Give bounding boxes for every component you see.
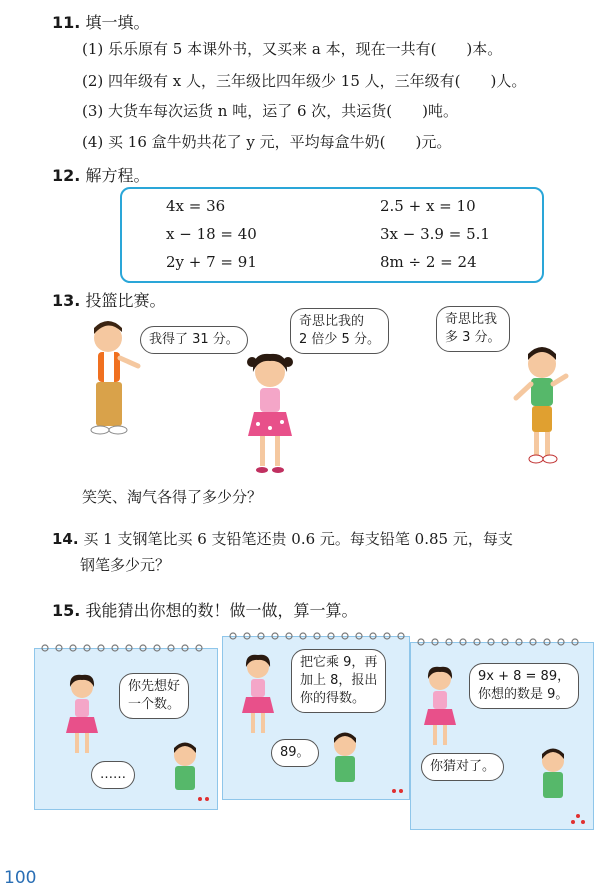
q13-question: 笑笑、淘气各得了多少分？: [82, 488, 263, 506]
girl-xiaoxiao-illustration: [238, 352, 304, 480]
q12-heading: 12. 解方程。: [52, 166, 150, 185]
q11-heading: 11. 填一填。: [52, 13, 150, 32]
panel2-girl-illustration: [233, 653, 283, 737]
bubble-qisi: 奇思比我 多 3 分。: [436, 306, 510, 352]
spiral-binding-1: [35, 643, 217, 653]
panel3-bubble-girl: 9x + 8 = 89， 你想的数是 9。: [469, 663, 579, 709]
page-number: 100: [4, 868, 37, 888]
panel2-bubble-boy: 89。: [271, 739, 319, 767]
boy-taoqi-illustration: [78, 318, 148, 442]
corner-dots-3: [569, 813, 587, 825]
q11-item-4: (4) 买 16 盒牛奶共花了 y 元，平均每盒牛奶( )元。: [82, 133, 452, 151]
equation-3: x − 18 = 40: [166, 225, 257, 243]
panel1-bubble-girl: 你先想好 一个数。: [119, 673, 189, 719]
corner-dots-2: [391, 787, 405, 795]
panel2-boy-illustration: [323, 731, 367, 793]
equation-box: [120, 187, 544, 283]
spiral-binding-2: [223, 631, 409, 641]
panel2-bubble-girl: 把它乘 9，再 加上 8，报出 你的得数。: [291, 649, 386, 713]
boy-qisi-illustration: [510, 346, 574, 470]
q11-item-1: (1) 乐乐原有 5 本课外书，又买来 a 本，现在一共有( )本。: [82, 40, 503, 58]
panel1-bubble-boy: ……: [91, 761, 135, 789]
equation-1: 4x = 36: [166, 197, 226, 215]
panel3-bubble-boy: 你猜对了。: [421, 753, 504, 781]
q14-line-2: 钢笔多少元？: [80, 556, 171, 574]
corner-dots-1: [197, 795, 211, 803]
panel3-girl-illustration: [415, 665, 465, 749]
q15-heading: 15. 我能猜出你想的数！做一做，算一算。: [52, 601, 358, 620]
equation-6: 8m ÷ 2 = 24: [380, 253, 477, 271]
bubble-taoqi: 我得了 31 分。: [140, 326, 248, 354]
panel3-boy-illustration: [531, 747, 575, 809]
comic-panel-3: [410, 642, 594, 830]
q11-item-2: (2) 四年级有 x 人，三年级比四年级少 15 人，三年级有( )人。: [82, 72, 527, 90]
panel1-boy-illustration: [163, 741, 207, 801]
spiral-binding-3: [411, 637, 593, 647]
equation-2: 2.5 + x = 10: [380, 197, 476, 215]
q11-item-3: (3) 大货车每次运货 n 吨，运了 6 次，共运货( )吨。: [82, 102, 458, 120]
q13-heading: 13. 投篮比赛。: [52, 291, 166, 310]
equation-5: 2y + 7 = 91: [166, 253, 257, 271]
comic-panel-1: [34, 648, 218, 810]
comic-panel-2: [222, 636, 410, 800]
q14-line-1: 14. 买 1 支钢笔比买 6 支铅笔还贵 0.6 元。每支铅笔 0.85 元，每支: [52, 530, 513, 548]
panel1-girl-illustration: [57, 673, 107, 757]
equation-4: 3x − 3.9 = 5.1: [380, 225, 490, 243]
bubble-xiaoxiao: 奇思比我的 2 倍少 5 分。: [290, 308, 389, 354]
